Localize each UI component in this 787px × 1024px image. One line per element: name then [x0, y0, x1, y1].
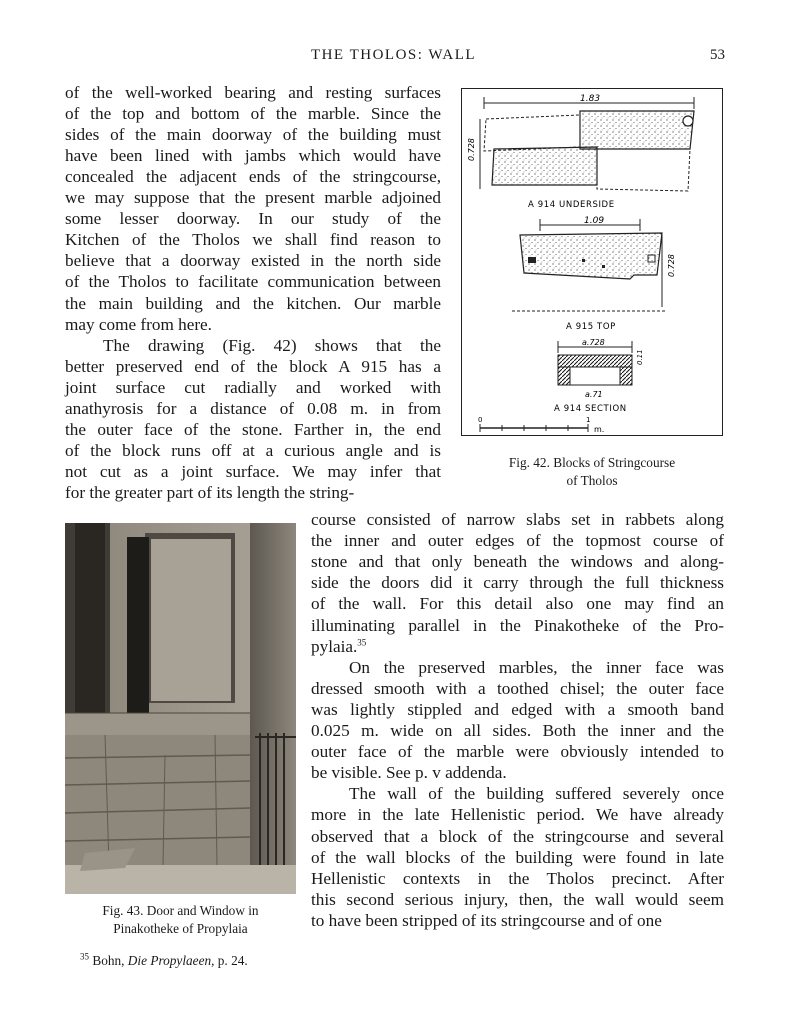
figure-42-caption-line1: Fig. 42. Blocks of Stringcourse	[508, 455, 676, 470]
figure-42-drawing	[461, 88, 723, 436]
stringcourse-drawing	[462, 89, 721, 434]
text-line: Hellenistic contexts in the Tholos precinct. After	[311, 868, 724, 888]
section-width-label: a.728	[582, 338, 605, 347]
figure-43-photograph	[65, 523, 296, 894]
text-line: we may suppose that the present marble adjoined	[65, 188, 441, 208]
dim-side2-label: 0.728	[667, 254, 676, 277]
section-inner-label: a.71	[585, 390, 603, 399]
figure-43-caption	[65, 902, 296, 938]
text-line: may come from here.	[65, 314, 212, 334]
top-label: A 915 TOP	[566, 322, 616, 332]
figure-43-caption-line2: Pinakotheke of Propylaia	[113, 921, 248, 936]
footnote-author: Bohn,	[89, 953, 128, 968]
text-line: stone and that only beneath the windows and along-	[311, 552, 724, 572]
text-line: of the block runs off at a curious angle and is	[65, 440, 441, 460]
text-line: anathyrosis for a distance of 0.08 m. in from	[65, 398, 441, 418]
text-line: to have been stripped of its stringcourse and of one	[311, 910, 662, 930]
text-line: the inner and outer edges of the topmost course of	[311, 531, 724, 551]
text-line: joint surface cut radially and worked with	[65, 377, 441, 397]
footnote-page: , p. 24.	[211, 953, 248, 968]
text-line: for the greater part of its length the string-	[65, 482, 355, 502]
dim-side-label: 0.728	[467, 138, 476, 161]
dim-mid-label: 1.09	[584, 216, 605, 226]
footnote-reference: 35	[357, 636, 367, 647]
figure-42-caption	[461, 454, 723, 490]
scale-unit-label: m.	[594, 425, 605, 434]
text-line: of the wall. For this detail also one may find an	[311, 594, 724, 614]
dim-top-label: 1.83	[580, 94, 601, 104]
scale-one-label: 1	[586, 416, 591, 424]
text-line: The wall of the building suffered severely once	[349, 784, 724, 804]
text-line: outer face of the marble were obviously intended to	[311, 742, 724, 762]
section-label: A 914 SECTION	[554, 404, 627, 414]
text-line: the main building and the kitchen. Our marble	[65, 293, 441, 313]
scale-zero-label: 0	[478, 416, 483, 424]
footnote-number: 35	[80, 951, 89, 962]
section-height-label: 0.11	[636, 349, 644, 365]
text-line: side the doors did it carry through the full thickness	[311, 573, 724, 593]
text-line: better preserved end of the block A 915 has a	[65, 356, 441, 376]
text-line: have been lined with jambs which would have	[65, 146, 441, 166]
text-line: not cut as a joint surface. We may infer that	[65, 461, 441, 481]
text-line: be visible. See p. v addenda.	[311, 763, 507, 783]
text-line: observed that a block of the stringcourse and several	[311, 826, 724, 846]
running-header: THE THOLOS: WALL	[310, 47, 477, 63]
page-number: 53	[710, 47, 725, 63]
text-line: dressed smooth with a toothed chisel; the outer face	[311, 678, 724, 698]
text-line: this second serious injury, then, the wall would seem	[311, 889, 724, 909]
text-line: the outer face of the stone. Farther in, the end	[65, 419, 441, 439]
text-line: more in the late Hellenistic period. We have already	[311, 805, 724, 825]
footnote	[80, 953, 248, 969]
text-line: concealed the adjacent ends of the stringcourse,	[65, 167, 441, 187]
text-line: Kitchen of the Tholos we shall find reason to	[65, 230, 441, 250]
text-line: of the well-worked bearing and resting surfaces	[65, 83, 441, 102]
text-line: some lesser doorway. In our study of the	[65, 209, 441, 229]
text-line: illuminating parallel in the Pinakotheke of the Pro-	[311, 615, 724, 635]
figure-42-caption-line2: of Tholos	[566, 473, 618, 488]
text-line: of the top and bottom of the marble. Since the	[65, 104, 441, 124]
text-line: The drawing (Fig. 42) shows that the	[103, 335, 441, 355]
figure-43-caption-line1: Fig. 43. Door and Window in	[102, 903, 259, 918]
underside-label: A 914 UNDERSIDE	[528, 200, 615, 210]
text-line: pylaia.$^{35}$	[311, 636, 367, 656]
text-line: of the wall blocks of the building were found in late	[311, 847, 724, 867]
text-line: On the preserved marbles, the inner face was	[349, 657, 724, 677]
footnote-title: Die Propylaeen	[127, 953, 212, 968]
text-line: believe that a doorway existed in the north side	[65, 251, 441, 271]
text-line: 0.025 m. wide on all sides. Both the inner and the	[311, 721, 724, 740]
text-line: sides of the main doorway of the building must	[65, 125, 441, 145]
text-line: of the Tholos to facilitate communication between	[65, 272, 441, 292]
text-line: course consisted of narrow slabs set in rabbets along	[311, 510, 724, 529]
text-line: was lightly stippled and edged with a smooth band	[311, 699, 724, 719]
